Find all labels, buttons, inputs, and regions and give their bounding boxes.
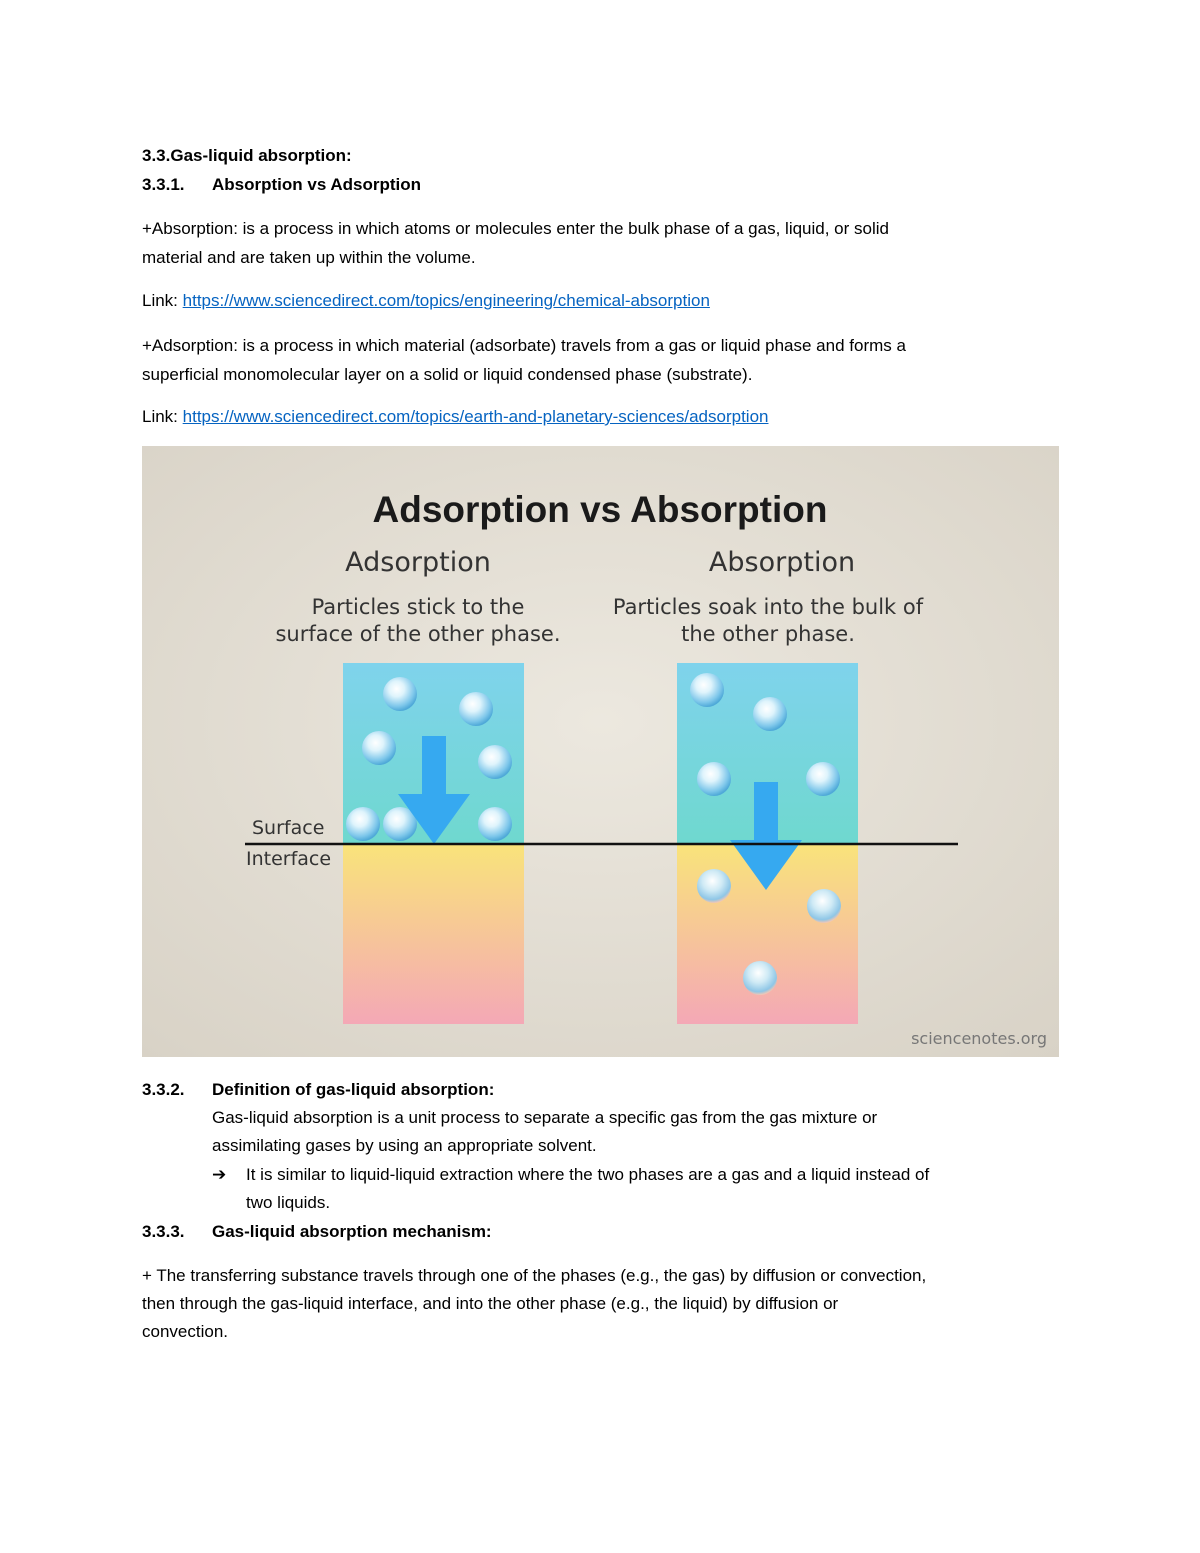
particle <box>690 673 724 707</box>
absorption-definition-line1: +Absorption: is a process in which atoms or molecules enter the bulk phase of a gas, liquid, or solid <box>142 219 889 238</box>
bullet-row <box>212 1165 929 1185</box>
subsection-title: Absorption vs Adsorption <box>212 175 422 194</box>
definition-line2: assimilating gases by using an appropriate solvent. <box>212 1136 597 1155</box>
figure-title: Adsorption vs Absorption <box>372 489 828 530</box>
link-label: Link: <box>142 407 178 426</box>
particle <box>478 745 512 779</box>
mechanism-line1: + The transferring substance travels through one of the phases (e.g., the gas) by diffusion or convection, <box>142 1266 927 1285</box>
mechanism-line3: convection. <box>142 1322 228 1341</box>
subsection-number: 3.3.2. <box>142 1080 185 1099</box>
figure-background <box>142 446 1059 1057</box>
particle <box>806 762 840 796</box>
left-caption-1: Particles stick to the <box>311 595 525 619</box>
subsection-heading-2 <box>142 1080 494 1100</box>
surface-label: Surface <box>252 817 325 839</box>
absorption-link[interactable]: https://www.sciencedirect.com/topics/engineering/chemical-absorption <box>182 291 710 310</box>
bullet-line1: It is similar to liquid-liquid extraction where the two phases are a gas and a liquid instead of <box>246 1165 930 1184</box>
adsorption-definition-line2: superficial monomolecular layer on a solid or liquid condensed phase (substrate). <box>142 365 753 384</box>
subsection-number: 3.3.3. <box>142 1222 185 1241</box>
figure-svg <box>142 446 1059 1057</box>
section-title: Gas-liquid absorption: <box>170 146 352 165</box>
adsorption-link[interactable]: https://www.sciencedirect.com/topics/earth-and-planetary-sciences/adsorption <box>182 407 769 426</box>
absorbed-particle <box>743 961 777 995</box>
absorption-link-row <box>142 291 710 311</box>
section-number: 3.3. <box>142 146 171 165</box>
interface-label: Interface <box>246 848 332 870</box>
figure-credit: sciencenotes.org <box>911 1029 1047 1048</box>
adsorption-vs-absorption-figure <box>142 446 1059 1057</box>
right-arrow-icon: ➔ <box>212 1165 227 1184</box>
subsection-number: 3.3.1. <box>142 175 185 194</box>
definition-line1: Gas-liquid absorption is a unit process to separate a specific gas from the gas mixture or <box>212 1108 878 1127</box>
absorbed-particle <box>697 869 731 903</box>
subsection-heading-3 <box>142 1222 492 1242</box>
particle <box>753 697 787 731</box>
subsection-heading-1 <box>142 175 421 195</box>
mechanism-line2: then through the gas-liquid interface, and into the other phase (e.g., the liquid) by diffusion or <box>142 1294 839 1313</box>
particle <box>383 677 417 711</box>
link-label: Link: <box>142 291 178 310</box>
right-caption-2: the other phase. <box>681 622 855 646</box>
adsorption-link-row <box>142 407 768 427</box>
left-caption-2: surface of the other phase. <box>275 622 561 646</box>
adsorption-definition-line1: +Adsorption: is a process in which material (adsorbate) travels from a gas or liquid phase and forms a <box>142 336 906 355</box>
right-heading: Absorption <box>708 547 856 578</box>
adsorbed-particle <box>478 807 512 841</box>
particle <box>459 692 493 726</box>
subsection-title: Gas-liquid absorption mechanism: <box>212 1222 492 1241</box>
right-caption-1: Particles soak into the bulk of <box>612 595 924 619</box>
absorption-definition-line2: material and are taken up within the volume. <box>142 248 476 267</box>
absorbed-particle <box>807 889 841 923</box>
left-heading: Adsorption <box>345 547 491 578</box>
particle <box>362 731 396 765</box>
left-liquid-phase <box>343 843 524 1024</box>
adsorbed-particle <box>346 807 380 841</box>
bullet-line2: two liquids. <box>246 1193 331 1212</box>
section-heading <box>142 146 352 166</box>
subsection-title: Definition of gas-liquid absorption: <box>212 1080 495 1099</box>
particle <box>697 762 731 796</box>
